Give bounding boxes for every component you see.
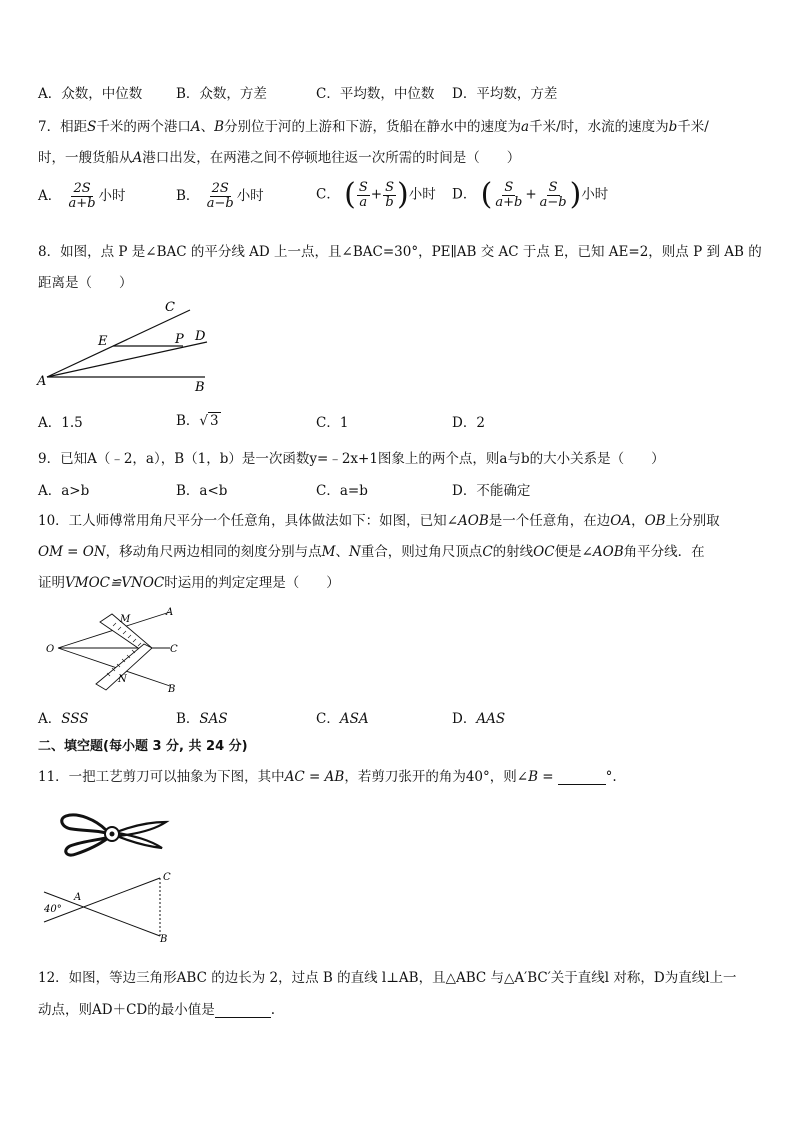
q8-line1: 8．如图，点 P 是∠BAC 的平分线 AD 上一点，且∠BAC=30°，PE∥AB 交 AC 于点 E，已知 AE=2，则点 P 到 AB 的 — [38, 244, 762, 260]
label-o: O — [46, 644, 55, 655]
q11-figure — [38, 866, 178, 946]
label-b: B — [160, 934, 168, 945]
label-e: E — [98, 334, 108, 349]
q9-option-b: B．a<b — [176, 483, 228, 499]
q11-answer-blank[interactable] — [558, 770, 606, 785]
q10-line1: 10．工人师傅常用角尺平分一个任意角，具体做法如下：如图，已知∠AOB是一个任意角，在边OA，OB上分别取 — [38, 513, 720, 529]
q7-option-b: B． $\frac{2S}{a-b}$ 小时 — [176, 181, 264, 211]
q12-line2: 动点，则AD＋CD的最小值是 . — [38, 1002, 276, 1018]
label-n: N — [118, 674, 127, 685]
label-a: A — [37, 374, 47, 389]
q10-line2: OM = ON，移动角尺两边相同的刻度分别与点M、N重合，则过角尺顶点C的射线OC便是∠AOB角平分线．在 — [38, 544, 705, 560]
q10-option-c: C．ASA — [316, 711, 369, 727]
q8-figure — [35, 295, 220, 395]
q8-option-a: A．1.5 — [38, 415, 83, 431]
q9-option-a: A．a>b — [38, 483, 90, 499]
q8-option-d: D．2 — [452, 415, 485, 431]
label-c: C — [165, 300, 175, 315]
q6-option-a: A．众数，中位数 — [38, 86, 143, 102]
q10-option-d: D．AAS — [452, 711, 506, 727]
line-ad — [47, 342, 207, 377]
q6-option-c: C．平均数，中位数 — [316, 86, 435, 102]
q10-option-a: A．SSS — [38, 711, 89, 727]
q10-line3: 证明VMOC≌VNOC时运用的判定定理是（ ） — [38, 575, 340, 591]
label-p: P — [175, 332, 184, 347]
label-a: A — [74, 892, 82, 903]
label-m: M — [120, 614, 131, 625]
q9-option-d: D．不能确定 — [452, 483, 531, 499]
q7-line1: 7．相距S千米的两个港口A、B分别位于河的上游和下游，货船在静水中的速度为a千米/时，水流的速度为b千米/ — [38, 119, 709, 135]
line-ac — [47, 310, 190, 377]
section-title: 二、填空题(每小题 3 分, 共 24 分) — [38, 739, 248, 754]
q7-option-c: C． ( $\frac{S}{a}$ + $\frac{S}{b}$ )小时 — [316, 177, 436, 212]
q12-line1: 12．如图，等边三角形ABC 的边长为 2，过点 B 的直线 l⊥AB，且△ABC 与△A′BC′关于直线l 对称，D为直线l上一 — [38, 970, 737, 986]
q12-answer-blank[interactable] — [215, 1003, 271, 1018]
scissors-icon — [56, 808, 171, 860]
label-angle: 40° — [44, 904, 62, 915]
q7-option-a: A． $\frac{2S}{a+b}$ 小时 — [38, 181, 126, 211]
q7-line2: 时，一艘货船从A港口出发，在两港之间不停顿地往返一次所需的时间是（ ） — [38, 150, 521, 166]
label-d: D — [195, 329, 206, 344]
q8-option-b: B．√ 3 — [176, 413, 219, 429]
q6-option-b: B．众数，方差 — [176, 86, 267, 102]
q9-option-c: C．a=b — [316, 483, 368, 499]
label-a: A — [166, 607, 174, 618]
line-ac — [44, 878, 160, 922]
q6-option-d: D．平均数，方差 — [452, 86, 558, 102]
q8-option-c: C．1 — [316, 415, 349, 431]
q8-line2: 距离是（ ） — [38, 275, 133, 291]
q9-line1: 9．已知A（﹣2，a），B（1，b）是一次函数y=﹣2x+1图象上的两个点，则a与b的大小关系是（ ） — [38, 451, 665, 467]
q11-line1: 11．一把工艺剪刀可以抽象为下图，其中AC = AB，若剪刀张开的角为40°，则∠B = °. — [38, 769, 617, 785]
q7-option-d: D． ( $\frac{S}{a+b}$ + $\frac{S}{a-b}$ )小时 — [452, 177, 609, 212]
label-c: C — [170, 644, 178, 655]
label-c: C — [163, 872, 171, 883]
q10-figure — [40, 602, 190, 697]
q10-option-b: B．SAS — [176, 711, 228, 727]
label-b: B — [195, 380, 205, 395]
label-b: B — [168, 684, 176, 695]
